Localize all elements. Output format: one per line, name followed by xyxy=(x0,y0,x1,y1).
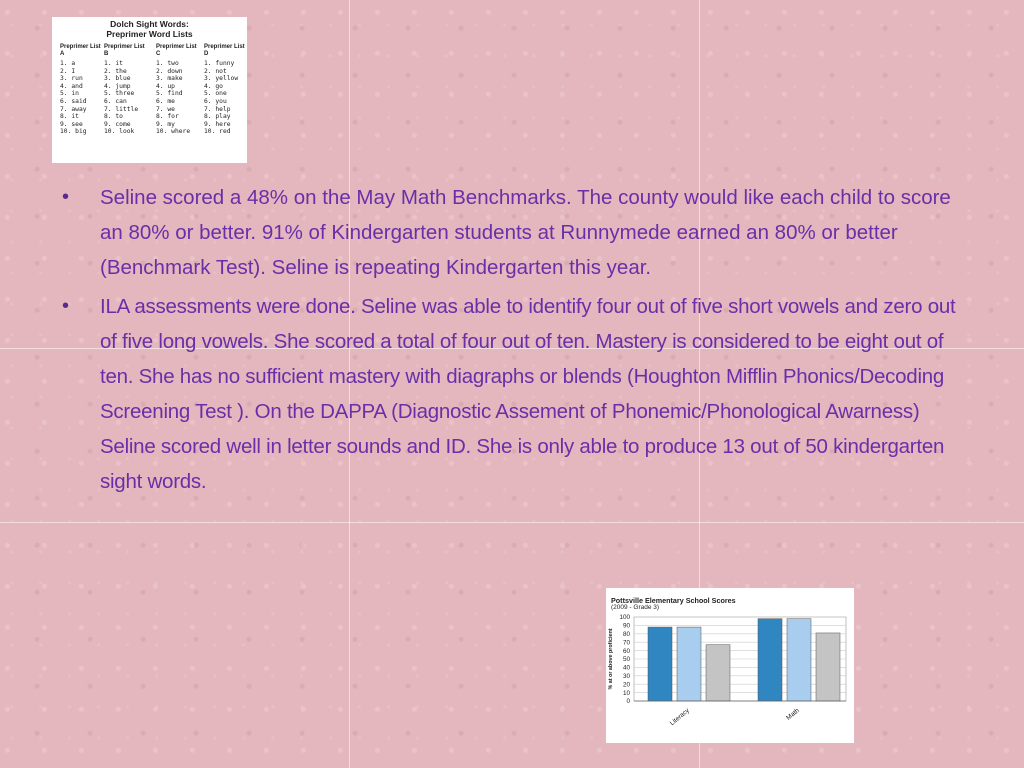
dolch-column xyxy=(104,44,150,136)
dolch-word: 3. run xyxy=(60,75,83,83)
dolch-word: 10. red xyxy=(204,128,231,136)
dolch-word: 8. to xyxy=(104,113,123,121)
dolch-word: 1. funny xyxy=(204,60,235,67)
background-grid-line xyxy=(0,522,1024,523)
dolch-column-header: Preprimer List B xyxy=(104,44,145,57)
dolch-word: 4. go xyxy=(204,82,223,90)
x-tick-label: Literacy xyxy=(668,707,691,728)
bullet-dot-icon: • xyxy=(62,186,70,208)
dolch-word: 6. you xyxy=(204,97,227,105)
dolch-word: 2. I xyxy=(60,67,76,75)
y-tick-label: 50 xyxy=(622,656,630,664)
dolch-word: 3. blue xyxy=(104,75,131,83)
bullet-item xyxy=(62,289,962,499)
chart-title: Pottsville Elementary School Scores xyxy=(611,596,736,605)
chart-plot xyxy=(606,588,854,743)
bullet-dot-icon: • xyxy=(62,295,69,317)
dolch-word: 2. down xyxy=(156,67,183,75)
dolch-word: 6. said xyxy=(60,97,87,105)
dolch-word: 7. little xyxy=(104,105,139,113)
dolch-word: 3. make xyxy=(156,75,183,83)
dolch-title-line: Dolch Sight Words: xyxy=(110,19,189,29)
dolch-word: 5. find xyxy=(156,90,183,98)
dolch-word: 7. help xyxy=(204,105,231,113)
dolch-column-header: Preprimer List A xyxy=(60,44,101,57)
y-tick-label: 60 xyxy=(622,647,630,655)
y-tick-label: 30 xyxy=(622,673,630,680)
dolch-word: 7. we xyxy=(156,105,175,113)
dolch-word: 4. and xyxy=(60,82,83,90)
bar xyxy=(648,627,672,701)
dolch-word: 10. look xyxy=(104,128,135,136)
dolch-word: 1. a xyxy=(60,60,76,67)
dolch-word: 2. the xyxy=(104,67,127,75)
dolch-word: 8. it xyxy=(60,113,79,121)
y-axis-label: % at or above proficient xyxy=(608,628,614,690)
dolch-word: 4. jump xyxy=(104,82,131,90)
bullet-text: Seline scored a 48% on the May Math Benchmarks. The county would like each child to score an 80% or better. 91% of Kindergarten students at Runnymede earned an 80% or better (Benchmark Test). Seline is repeating Kindergarten this year. xyxy=(100,186,951,279)
dolch-word: 4. up xyxy=(156,82,175,90)
dolch-word: 9. see xyxy=(60,120,83,128)
bar xyxy=(816,633,840,701)
y-tick-label: 80 xyxy=(622,631,630,638)
chart-subtitle: (2009 - Grade 3) xyxy=(611,604,660,611)
bar xyxy=(677,627,701,701)
dolch-word: 5. three xyxy=(104,90,135,98)
dolch-word: 2. not xyxy=(204,67,227,75)
dolch-word: 5. one xyxy=(204,90,227,98)
dolch-word: 9. my xyxy=(156,120,175,128)
dolch-word: 1. it xyxy=(104,60,123,67)
dolch-column-header: Preprimer List C xyxy=(156,44,197,57)
dolch-word: 8. for xyxy=(156,113,179,121)
dolch-word: 6. can xyxy=(104,97,127,105)
y-tick-label: 70 xyxy=(622,639,630,647)
school-scores-chart xyxy=(606,588,854,743)
dolch-word: 10. where xyxy=(156,128,191,136)
dolch-word: 3. yellow xyxy=(204,75,239,83)
dolch-word: 1. two xyxy=(156,60,179,67)
dolch-word: 9. come xyxy=(104,120,131,128)
dolch-word: 10. big xyxy=(60,128,87,136)
y-tick-label: 20 xyxy=(622,681,630,689)
dolch-word: 8. play xyxy=(204,113,231,121)
y-tick-label: 90 xyxy=(622,622,630,630)
y-tick-label: 40 xyxy=(622,664,630,672)
y-tick-label: 0 xyxy=(626,698,630,706)
dolch-word: 7. away xyxy=(60,105,87,113)
dolch-word: 9. here xyxy=(204,120,231,128)
dolch-word: 6. me xyxy=(156,97,175,105)
dolch-title xyxy=(52,20,247,39)
bar xyxy=(706,645,730,701)
bar xyxy=(787,619,811,701)
bar xyxy=(758,619,782,701)
dolch-title-line: Preprimer Word Lists xyxy=(106,28,193,39)
bullet-item xyxy=(62,180,962,285)
dolch-column xyxy=(156,44,202,136)
bullet-list xyxy=(62,180,962,503)
dolch-word-list-image xyxy=(52,17,247,163)
dolch-word: 5. in xyxy=(60,90,79,98)
y-tick-label: 10 xyxy=(622,689,630,697)
y-tick-label: 100 xyxy=(619,614,630,622)
dolch-column-header: Preprimer List D xyxy=(204,44,245,57)
x-tick-label: Math xyxy=(785,707,801,722)
dolch-column xyxy=(60,44,106,136)
dolch-column xyxy=(204,44,250,136)
bullet-text: ILA assessments were done. Seline was able to identify four out of five short vowels and zero out of five long vowels. She scored a total of four out of ten. Mastery is considered to be eight out of ten. She has no sufficient mastery with diagraphs or blends (Houghton Mifflin Phonics/Decoding Screening Test ). On the DAPPA (Diagnostic Assement of Phonemic/Phonological Awarness) Seline scored well in letter sounds and ID. She is only able to produce 13 out of 50 kindergarten sight words. xyxy=(100,295,956,493)
